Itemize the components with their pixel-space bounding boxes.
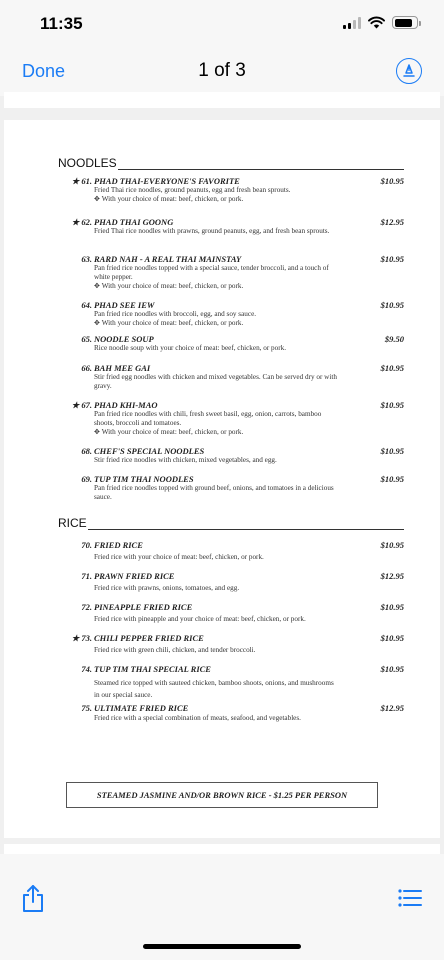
section-divider [58,529,404,530]
item-description: Pan fried rice noodles with chili, fresh sweet basil, egg, onion, carrots, bamboo shoots, broccoli and tomatoes. [94,410,322,427]
item-name: PHAD THAI-EVERYONE'S FAVORITE [94,176,240,186]
item-number: 68. [81,446,92,456]
item-number: ★ 61. [71,176,92,186]
section-header-noodles [58,152,404,170]
item-price: $10.95 [380,633,404,643]
item-price: $10.95 [380,540,404,550]
steamed-rice-note: STEAMED JASMINE AND/OR BROWN RICE - $1.25 PER PERSON [66,782,378,808]
share-button[interactable] [20,884,46,919]
item-price: $10.95 [380,664,404,674]
item-meat-choice: ✥ With your choice of meat: beef, chicken, or pork. [94,195,244,203]
item-description: Pan fried rice noodles with broccoli, egg, and soy sauce. [94,310,257,318]
item-description: Steamed rice topped with sauteed chicken, bamboo shoots, onions, and mushrooms in our special sauce. [94,679,334,699]
item-name: ULTIMATE FRIED RICE [94,703,189,713]
section-title: RICE [58,516,87,530]
home-indicator[interactable] [143,944,301,949]
cellular-signal-icon [343,17,361,29]
item-description: Fried rice with prawns, onions, tomatoes, and egg. [94,584,240,592]
item-number: 72. [81,602,92,612]
item-number: 65. [81,334,92,344]
item-name: CHILI PEPPER FRIED RICE [94,633,204,643]
item-price: $12.95 [380,571,404,581]
item-name: RARD NAH - A REAL THAI MAINSTAY [94,254,242,264]
item-description: Fried rice with pineapple and your choice of meat: beef, chicken, or pork. [94,615,306,623]
item-name: PINEAPPLE FRIED RICE [94,602,193,612]
item-number: 70. [81,540,92,550]
item-price: $10.95 [380,602,404,612]
item-description: Fried Thai rice noodles, ground peanuts, egg and fresh bean sprouts. [94,186,291,194]
item-number: 75. [81,703,92,713]
item-description: Rice noodle soup with your choice of meat: beef, chicken, or pork. [94,344,287,352]
item-meat-choice: ✥ With your choice of meat: beef, chicken, or pork. [94,428,244,436]
done-button[interactable]: Done [22,61,66,81]
item-price: $12.95 [380,703,404,713]
item-number: 63. [81,254,92,264]
item-description: Fried Thai rice noodles with prawns, ground peanuts, egg, and fresh bean sprouts. [94,227,330,235]
item-name: TUP TIM THAI NOODLES [94,474,194,484]
item-meat-choice: ✥ With your choice of meat: beef, chicken, or pork. [94,319,244,327]
item-name: CHEF'S SPECIAL NOODLES [94,446,205,456]
markup-pen-icon [401,63,417,79]
item-number: 64. [81,300,92,310]
status-time: 11:35 [40,14,83,33]
page-counter: 1 of 3 [198,60,246,81]
item-price: $10.95 [380,300,404,310]
document-viewer[interactable] [0,96,444,854]
previous-page-edge [4,92,440,108]
item-description: Stir fried egg noodles with chicken and mixed vegetables. Can be served dry or with gravy. [94,373,337,390]
item-number: 71. [81,571,92,581]
item-number: ★ 73. [71,633,92,643]
item-number: 74. [81,664,92,674]
share-icon [20,884,46,914]
status-bar [0,0,444,48]
item-description: Fried rice with a special combination of meats, seafood, and vegetables. [94,714,301,722]
item-number: 69. [81,474,92,484]
item-price: $10.95 [380,363,404,373]
status-icons [343,16,418,29]
item-description: Pan fried rice noodles topped with a special sauce, tender broccoli, and a touch of white pepper. [94,264,329,281]
item-description: Fried rice with green chili, chicken, and tender broccoli. [94,646,256,654]
item-number: ★ 62. [71,217,92,227]
outline-list-button[interactable] [398,888,422,913]
item-meat-choice: ✥ With your choice of meat: beef, chicken, or pork. [94,282,244,290]
item-name: PHAD THAI GOONG [94,217,174,227]
item-price: $12.95 [380,217,404,227]
section-header-rice [58,512,404,530]
menu-page [4,120,440,838]
nav-bar [0,48,444,96]
item-name: NOODLE SOUP [94,334,154,344]
item-name: PRAWN FRIED RICE [94,571,175,581]
wifi-icon [368,17,385,29]
item-name: BAH MEE GAI [94,363,151,373]
bottom-toolbar [0,854,444,960]
item-description: Stir fried rice noodles with chicken, mixed vegetables, and egg. [94,456,277,464]
item-description: Fried rice with your choice of meat: beef, chicken, or pork. [94,553,264,561]
battery-icon [392,16,418,29]
item-number: ★ 67. [71,400,92,410]
markup-button[interactable] [396,58,422,84]
item-price: $10.95 [380,446,404,456]
item-price: $10.95 [380,474,404,484]
item-description: Pan fried rice noodles topped with ground beef, onions, and tomatoes in a delicious sauce. [94,484,334,501]
item-price: $10.95 [380,400,404,410]
item-name: TUP TIM THAI SPECIAL RICE [94,664,211,674]
item-name: PHAD KHI-MAO [94,400,158,410]
item-name: PHAD SEE IEW [94,300,155,310]
item-price: $10.95 [380,254,404,264]
item-price: $10.95 [380,176,404,186]
item-number: 66. [81,363,92,373]
item-price: $9.50 [384,334,404,344]
section-title: NOODLES [58,156,117,170]
item-name: FRIED RICE [94,540,143,550]
list-icon [398,888,422,908]
